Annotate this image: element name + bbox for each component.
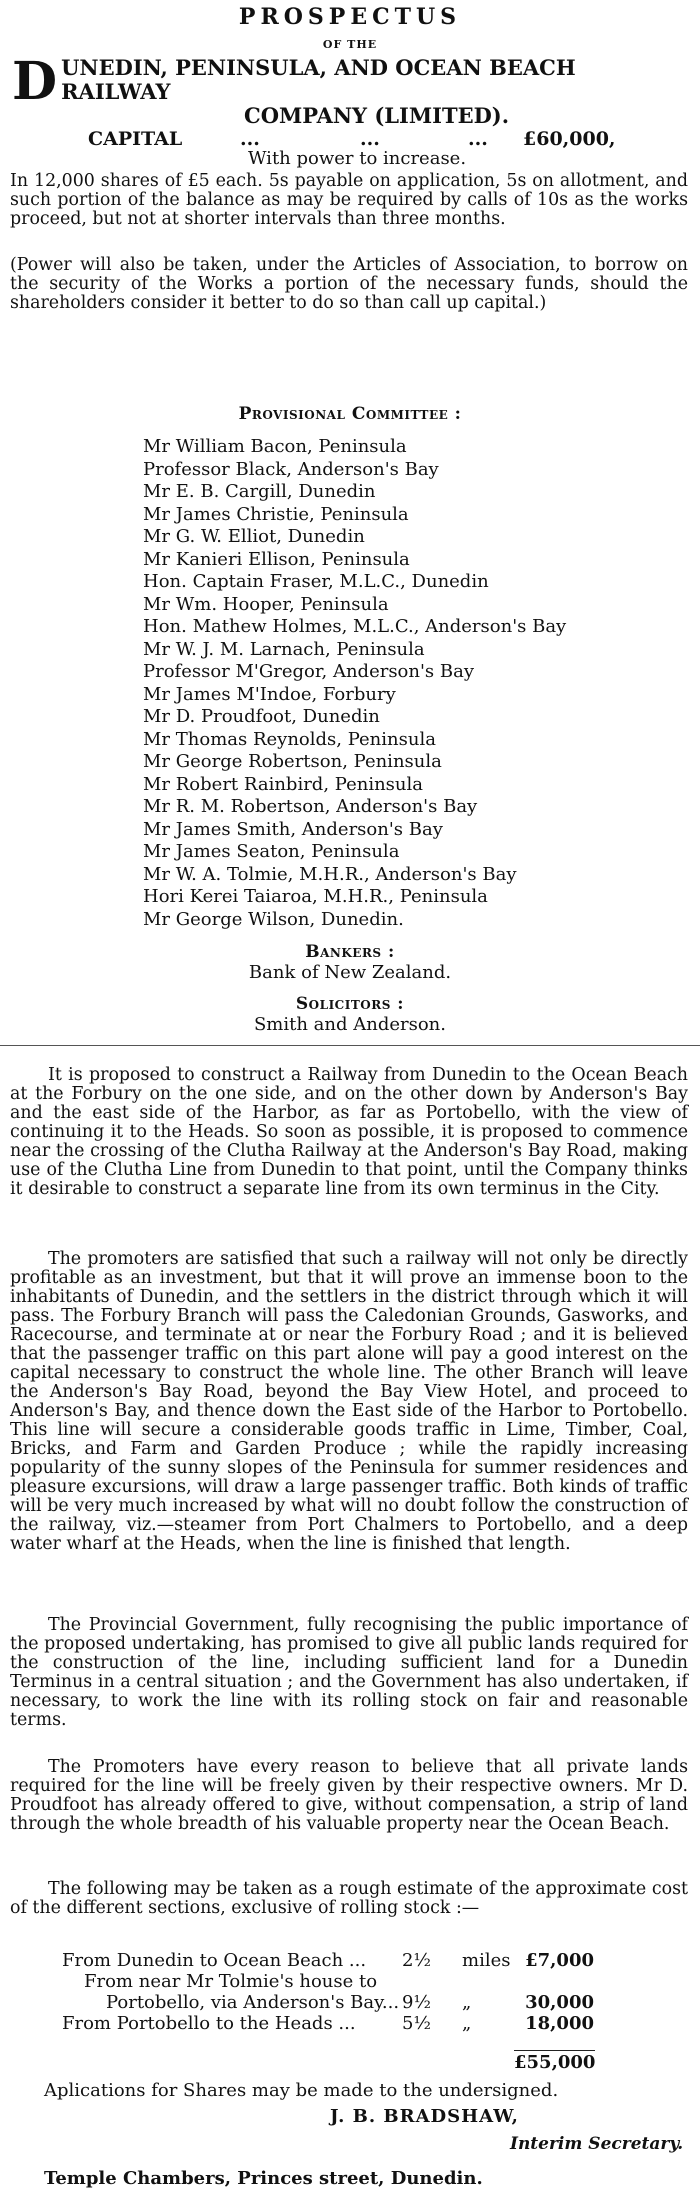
solicitors-heading: Solicitors : (295, 994, 405, 1014)
committee-heading: Provisional Committee : (238, 404, 462, 424)
committee-member: Mr E. B. Cargill, Dunedin (143, 481, 376, 502)
cost-row (62, 2013, 622, 2034)
cost-row (62, 1971, 622, 1992)
cost-estimate-table (62, 1950, 622, 2034)
committee-member: Professor Black, Anderson's Bay (143, 458, 439, 480)
committee-member: Mr W. J. M. Larnach, Peninsula (143, 638, 425, 660)
borrowing-power-paragraph: (Power will also be taken, under the Articles of Association, to borrow on the security of the Works a portion of the necessary funds, should the shareholders consider it better to do so than call up capital.) (10, 255, 688, 313)
committee-member: Hori Kerei Taiaroa, M.H.R., Peninsula (143, 886, 488, 907)
cost-section: From Portobello to the Heads ... (62, 2013, 356, 2034)
cost-unit: „ (462, 1992, 472, 2013)
committee-member: Mr R. M. Robertson, Anderson's Bay (143, 796, 478, 817)
committee-member: Mr W. A. Tolmie, M.H.R., Anderson's Bay (143, 863, 517, 885)
cost-amount: £7,000 (525, 1950, 594, 1971)
committee-member: Mr Thomas Reynolds, Peninsula (143, 728, 436, 750)
of-the-label: OF THE (322, 38, 378, 51)
capital-dots-1: ... (240, 128, 260, 150)
committee-member: Mr Wm. Hooper, Peninsula (143, 593, 389, 615)
committee-member: Mr William Bacon, Peninsula (143, 436, 407, 457)
cost-miles: 5½ (402, 2013, 431, 2034)
cost-unit: miles (462, 1950, 511, 1971)
committee-member: Mr James Seaton, Peninsula (143, 841, 400, 862)
capital-dots-3: ... (468, 128, 488, 150)
cost-section: Portobello, via Anderson's Bay... (106, 1992, 400, 2013)
cost-total: £55,000 (514, 2052, 596, 2073)
bankers-heading: Bankers : (305, 942, 395, 962)
signatory-role: Interim Secretary. (510, 2134, 684, 2154)
body-paragraph-proposal: It is proposed to construct a Railway from Dunedin to the Ocean Beach at the Forbury on the one side, and on the other down by Anderson's Bay and the east side of the Harbor, as far as Portobello, with the view of continuing it to the Heads. So soon as possible, it is proposed to commence near the crossing of the Clutha Railway at the Anderson's Bay Road, making use of the Clutha Line from Dunedin to that point, until the Company thinks it desirable to construct a separate line from its own terminus in the City. (10, 1065, 688, 1199)
body-paragraph-profitability: The promoters are satisfied that such a railway will not only be directly profitable as an investment, but that it will prove an immense boon to the inhabitants of Dunedin, and the settlers in the district through which it will pass. The Forbury Branch will pass the Caledonian Grounds, Gasworks, and Racecourse, and terminate at or near the Forbury Road ; and it is believed that the passenger traffic on this part alone will pay a good interest on the capital necessary to construct the whole line. The other Branch will leave the Anderson's Bay Road, beyond the Bay View Hotel, and proceed to Anderson's Bay, and thence down the East side of the Harbor to Portobello. This line will secure a considerable goods traffic in Lime, Timber, Coal, Bricks, and Farm and Garden Produce ; while the rapidly increasing popularity of the sunny slopes of the Peninsula for summer residences and pleasure excursions, will draw a large passenger traffic. Both kinds of traffic will be very much increased by what will no doubt follow the construction of the railway, viz.—steamer from Port Chalmers to Portobello, and a deep water wharf at the Heads, when the line is finished that length. (10, 1249, 688, 1554)
body-paragraph-estimate: The following may be taken as a rough estimate of the approximate cost of the different sections, exclusive of rolling stock :— (10, 1879, 688, 1918)
committee-member: Hon. Captain Fraser, M.L.C., Dunedin (143, 571, 489, 592)
section-divider (0, 1045, 700, 1046)
shares-paragraph: In 12,000 shares of £5 each. 5s payable on application, 5s on allotment, and such portion of the balance as may be required by calls of 10s as the works proceed, but not at shorter intervals than three months. (10, 171, 688, 229)
cost-section: From Dunedin to Ocean Beach ... (62, 1950, 367, 1971)
committee-member: Mr George Robertson, Peninsula (143, 751, 442, 772)
company-name (12, 51, 692, 128)
committee-member: Mr Robert Rainbird, Peninsula (143, 773, 423, 795)
committee-member: Hon. Mathew Holmes, M.L.C., Anderson's Bay (143, 616, 567, 637)
cost-row (62, 1992, 622, 2013)
prospectus-title: PROSPECTUS (238, 4, 462, 30)
application-note: Aplications for Shares may be made to the undersigned. (44, 2080, 559, 2101)
capital-label: CAPITAL (88, 128, 183, 150)
capital-line (88, 128, 688, 150)
cost-miles: 2½ (402, 1950, 431, 1971)
cost-row (62, 1950, 622, 1971)
committee-member: Mr James Smith, Anderson's Bay (143, 818, 443, 840)
company-name-line2: COMPANY (LIMITED). (244, 103, 510, 128)
committee-member: Mr George Wilson, Dunedin. (143, 908, 404, 930)
cost-amount: 18,000 (525, 2013, 594, 2034)
cost-amount: 30,000 (525, 1992, 594, 2013)
committee-member: Mr G. W. Elliot, Dunedin (143, 526, 365, 547)
committee-member: Mr D. Proudfoot, Dunedin (143, 706, 380, 727)
cost-unit: „ (462, 2013, 472, 2034)
body-paragraph-government: The Provincial Government, fully recognising the public importance of the proposed undertaking, has promised to give all public lands required for the construction of the line, including sufficient land for a Dunedin Terminus in a central situation ; and the Government has also undertaken, if necessary, to work the line with its rolling stock on fair and reasonable terms. (10, 1615, 688, 1730)
company-dropcap: D (12, 51, 58, 112)
committee-member: Mr James Christie, Peninsula (143, 503, 409, 525)
committee-member: Mr James M'Indoe, Forbury (143, 683, 396, 705)
body-paragraph-private-lands: The Promoters have every reason to believe that all private lands required for the line will be freely given by their respective owners. Mr D. Proudfoot has already offered to give, without compensation, a strip of land through the whole breadth of his valuable property near the Ocean Beach. (10, 1757, 688, 1834)
committee-member: Professor M'Gregor, Anderson's Bay (143, 661, 475, 682)
office-address: Temple Chambers, Princes street, Dunedin. (44, 2168, 483, 2189)
committee-member: Mr Kanieri Ellison, Peninsula (143, 548, 410, 570)
cost-section: From near Mr Tolmie's house to (84, 1971, 378, 1992)
solicitors-name: Smith and Anderson. (253, 1014, 447, 1035)
cost-miles: 9½ (402, 1992, 431, 2013)
bankers-name: Bank of New Zealand. (248, 962, 452, 983)
signatory-name: J. B. BRADSHAW, (330, 2106, 519, 2127)
committee-list (143, 436, 566, 931)
capital-amount: £60,000, (523, 128, 616, 150)
capital-power-note: With power to increase. (248, 148, 467, 169)
capital-dots-2: ... (360, 128, 380, 150)
company-name-line1: UNEDIN, PENINSULA, AND OCEAN BEACH RAILWAY (61, 55, 576, 104)
